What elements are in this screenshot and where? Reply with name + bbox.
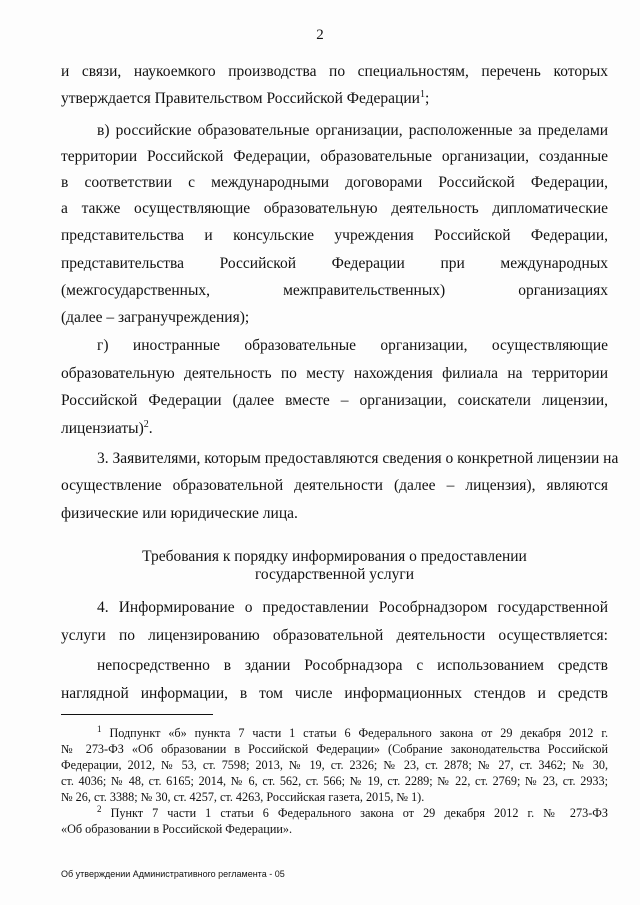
body-line: физические или юридические лица. (61, 505, 298, 522)
footnote-line: № 273-ФЗ «Об образовании в Российской Федерации» (Собрание законодательства Российской (61, 742, 608, 756)
footnote-line: ст. 4036; № 48, ст. 6165; 2014, № 6, ст. 562, ст. 566; № 19, ст. 2289; № 22, ст. 2769; № 23, ст. 2933; (61, 774, 608, 788)
body-line: Российской Федерации (далее вместе – организации, соискатели лицензии, (61, 392, 608, 409)
body-line: осуществление образовательной деятельности (далее – лицензия), являются (61, 477, 608, 494)
body-line: в соответствии с международными договорами Российской Федерации, (61, 174, 608, 191)
footnote-ref-1: 1 (419, 89, 425, 100)
body-line: услуги по лицензированию образовательной деятельности осуществляется: (61, 627, 608, 644)
body-line: утверждается Правительством Российской Федерации$^1$; (61, 89, 430, 107)
footnote-separator (61, 714, 213, 715)
body-line: представительства Российской Федерации при международных (61, 255, 608, 272)
page-footer: Об утверждении Административного регламента - 05 (61, 869, 285, 879)
body-line: наглядной информации, в том числе информационных стендов и средств (61, 685, 608, 702)
body-line: непосредственно в здании Рособрнадзора с использованием средств (97, 657, 608, 674)
section-heading-line-1: Требования к порядку информирования о предоставлении (142, 548, 527, 565)
footnote-line: Федерации, 2012, № 53, ст. 7598; 2013, № 19, ст. 2326; № 23, ст. 2878; № 27, ст. 3462; № 30, (61, 758, 608, 772)
body-line: (межгосударственных, межправительственных) организациях (61, 282, 608, 299)
body-line: 4. Информирование о предоставлении Рособрнадзором государственной (97, 599, 608, 616)
body-line: г) иностранные образовательные организации, осуществляющие (97, 337, 608, 354)
body-line: а также осуществляющие образовательную деятельность дипломатические (61, 200, 608, 217)
footnote-line: № 26, ст. 3388; № 30, ст. 4257, ст. 4263, Российская газета, 2015, № 1). (61, 790, 425, 804)
page-number: 2 (316, 27, 324, 43)
body-line: 3. Заявителями, которым предоставляются сведения о конкретной лицензии на (97, 450, 619, 467)
footnote-line: «Об образовании в Российской Федерации». (61, 822, 293, 836)
body-line: представительства и консульские учреждения Российской Федерации, (61, 227, 608, 244)
body-line: образовательную деятельность по месту нахождения филиала на территории (61, 365, 608, 382)
body-line: территории Российской Федерации, образовательные организации, созданные (61, 148, 608, 165)
body-line: в) российские образовательные организации, расположенные за пределами (97, 122, 608, 139)
body-line: (далее – загранучреждения); (61, 309, 250, 326)
section-heading-line-2: государственной услуги (254, 566, 415, 583)
footnote-ref-2: 2 (143, 419, 149, 430)
footnote-line: $^1$ Подпункт «б» пункта 7 части 1 статьи 6 Федерального закона от 29 декабря 2012 г. (97, 724, 608, 740)
body-line: лицензиаты)$^2$. (61, 419, 153, 437)
body-line: и связи, наукоемкого производства по специальностям, перечень которых (61, 63, 608, 80)
footnote-line: $^2$ Пункт 7 части 1 статьи 6 Федерального закона от 29 декабря 2012 г. № 273-ФЗ (97, 804, 609, 820)
